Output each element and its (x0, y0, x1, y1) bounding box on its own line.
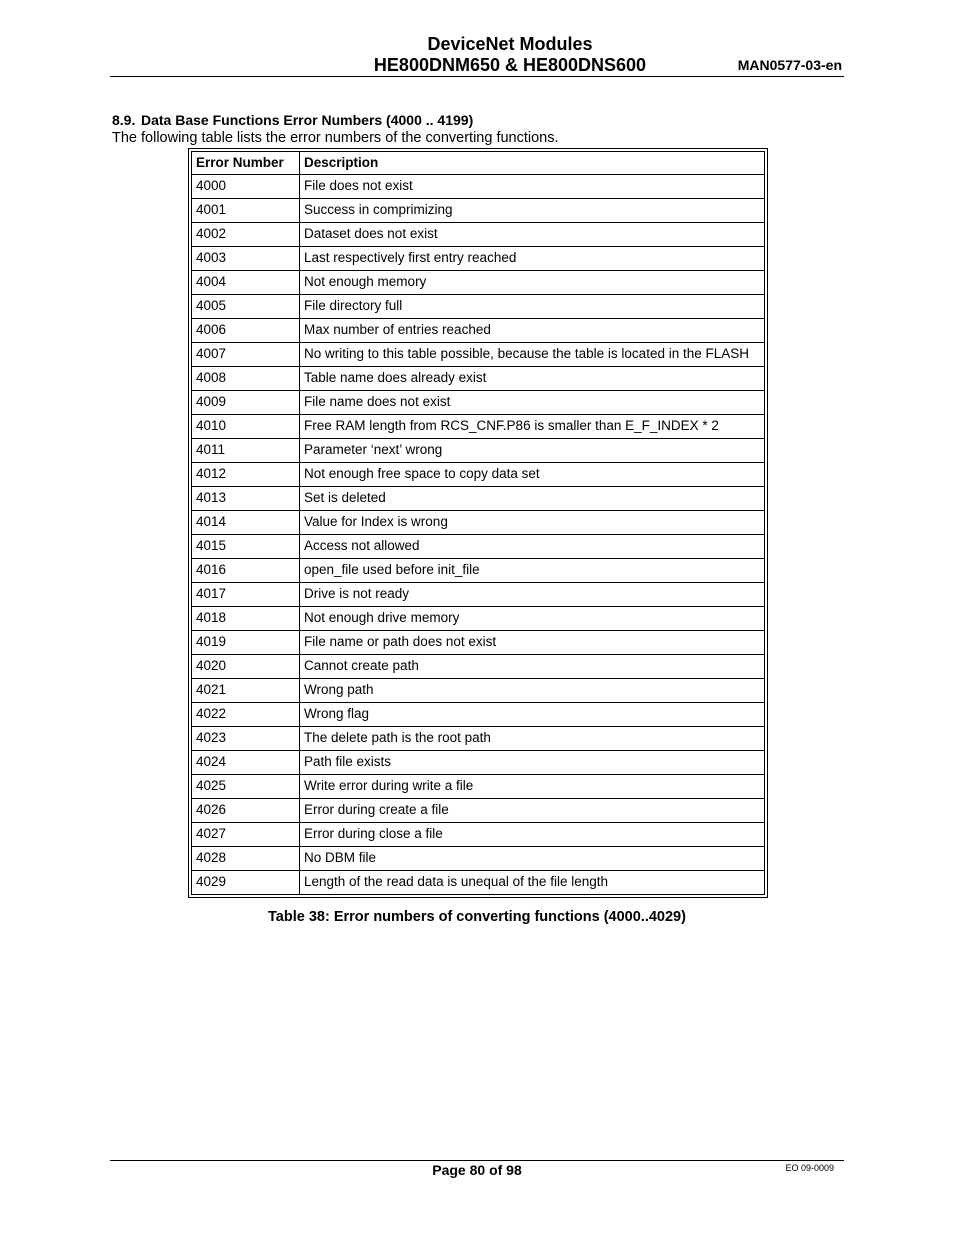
description-cell: Value for Index is wrong (300, 511, 765, 535)
description-cell: Not enough free space to copy data set (300, 463, 765, 487)
table-row (192, 799, 765, 823)
description-cell: File does not exist (300, 175, 765, 199)
table-row (192, 439, 765, 463)
error-number-cell: 4007 (192, 343, 300, 367)
error-number-cell: 4009 (192, 391, 300, 415)
table-row (192, 463, 765, 487)
table-row (192, 703, 765, 727)
table-row (192, 559, 765, 583)
error-number-cell: 4016 (192, 559, 300, 583)
description-cell: Max number of entries reached (300, 319, 765, 343)
page-footer (110, 1160, 844, 1178)
error-table-frame (188, 148, 768, 898)
error-number-cell: 4019 (192, 631, 300, 655)
table-row (192, 367, 765, 391)
table-body (192, 175, 765, 895)
table-row (192, 607, 765, 631)
error-number-cell: 4013 (192, 487, 300, 511)
description-cell: Wrong path (300, 679, 765, 703)
table-row (192, 847, 765, 871)
description-cell: open_file used before init_file (300, 559, 765, 583)
table-row (192, 727, 765, 751)
description-cell: Write error during write a file (300, 775, 765, 799)
error-number-cell: 4026 (192, 799, 300, 823)
description-cell: Not enough drive memory (300, 607, 765, 631)
table-row (192, 415, 765, 439)
description-cell: Error during create a file (300, 799, 765, 823)
section-title: Data Base Functions Error Numbers (4000 .. 4199) (141, 112, 474, 128)
document-id: MAN0577-03-en (737, 57, 842, 73)
page-number: Page 80 of 98 (432, 1162, 522, 1178)
table-row (192, 271, 765, 295)
table-caption: Table 38: Error numbers of converting functions (4000..4029) (268, 909, 686, 925)
description-cell: Dataset does not exist (300, 223, 765, 247)
error-number-cell: 4028 (192, 847, 300, 871)
section-number: 8.9. (112, 112, 136, 128)
table-row (192, 775, 765, 799)
table-row (192, 631, 765, 655)
description-cell: Length of the read data is unequal of the file length (300, 871, 765, 895)
error-number-cell: 4024 (192, 751, 300, 775)
error-number-cell: 4004 (192, 271, 300, 295)
table-header-row (192, 152, 765, 175)
error-number-cell: 4022 (192, 703, 300, 727)
error-number-cell: 4005 (192, 295, 300, 319)
description-cell: Set is deleted (300, 487, 765, 511)
error-number-cell: 4029 (192, 871, 300, 895)
description-cell: No DBM file (300, 847, 765, 871)
table-row (192, 871, 765, 895)
description-cell: Last respectively first entry reached (300, 247, 765, 271)
description-cell: Success in comprimizing (300, 199, 765, 223)
error-number-cell: 4027 (192, 823, 300, 847)
error-number-cell: 4014 (192, 511, 300, 535)
error-number-cell: 4025 (192, 775, 300, 799)
column-header-error-number: Error Number (192, 152, 300, 175)
error-number-cell: 4008 (192, 367, 300, 391)
section-heading (112, 112, 473, 129)
page-header (110, 34, 844, 77)
error-number-cell: 4012 (192, 463, 300, 487)
table-row (192, 583, 765, 607)
error-table (191, 151, 765, 895)
error-number-cell: 4023 (192, 727, 300, 751)
description-cell: Drive is not ready (300, 583, 765, 607)
error-number-cell: 4000 (192, 175, 300, 199)
table-row (192, 199, 765, 223)
description-cell: The delete path is the root path (300, 727, 765, 751)
table-row (192, 175, 765, 199)
table-row (192, 823, 765, 847)
error-number-cell: 4015 (192, 535, 300, 559)
description-cell: Parameter ‘next’ wrong (300, 439, 765, 463)
table-row (192, 751, 765, 775)
table-row (192, 223, 765, 247)
description-cell: No writing to this table possible, because the table is located in the FLASH (300, 343, 765, 367)
description-cell: Not enough memory (300, 271, 765, 295)
error-number-cell: 4006 (192, 319, 300, 343)
error-number-cell: 4017 (192, 583, 300, 607)
column-header-description: Description (300, 152, 765, 175)
error-number-cell: 4011 (192, 439, 300, 463)
table-row (192, 343, 765, 367)
description-cell: File name does not exist (300, 391, 765, 415)
description-cell: Table name does already exist (300, 367, 765, 391)
error-number-cell: 4001 (192, 199, 300, 223)
table-row (192, 319, 765, 343)
description-cell: Error during close a file (300, 823, 765, 847)
table-row (192, 511, 765, 535)
table-row (192, 655, 765, 679)
error-number-cell: 4010 (192, 415, 300, 439)
description-cell: File directory full (300, 295, 765, 319)
table-row (192, 247, 765, 271)
footer-code: EO 09-0009 (785, 1163, 834, 1173)
table-row (192, 487, 765, 511)
error-number-cell: 4021 (192, 679, 300, 703)
table-row (192, 679, 765, 703)
description-cell: Access not allowed (300, 535, 765, 559)
description-cell: Path file exists (300, 751, 765, 775)
description-cell: Cannot create path (300, 655, 765, 679)
table-row (192, 535, 765, 559)
document-title-line-2: HE800DNM650 & HE800DNS600 (373, 55, 647, 75)
document-title-line-1: DeviceNet Modules (427, 34, 593, 54)
error-number-cell: 4002 (192, 223, 300, 247)
description-cell: File name or path does not exist (300, 631, 765, 655)
document-title (365, 34, 655, 76)
description-cell: Wrong flag (300, 703, 765, 727)
description-cell: Free RAM length from RCS_CNF.P86 is smaller than E_F_INDEX * 2 (300, 415, 765, 439)
table-row (192, 295, 765, 319)
error-number-cell: 4020 (192, 655, 300, 679)
table-row (192, 391, 765, 415)
error-number-cell: 4018 (192, 607, 300, 631)
error-number-cell: 4003 (192, 247, 300, 271)
intro-text: The following table lists the error numbers of the converting functions. (112, 130, 559, 146)
